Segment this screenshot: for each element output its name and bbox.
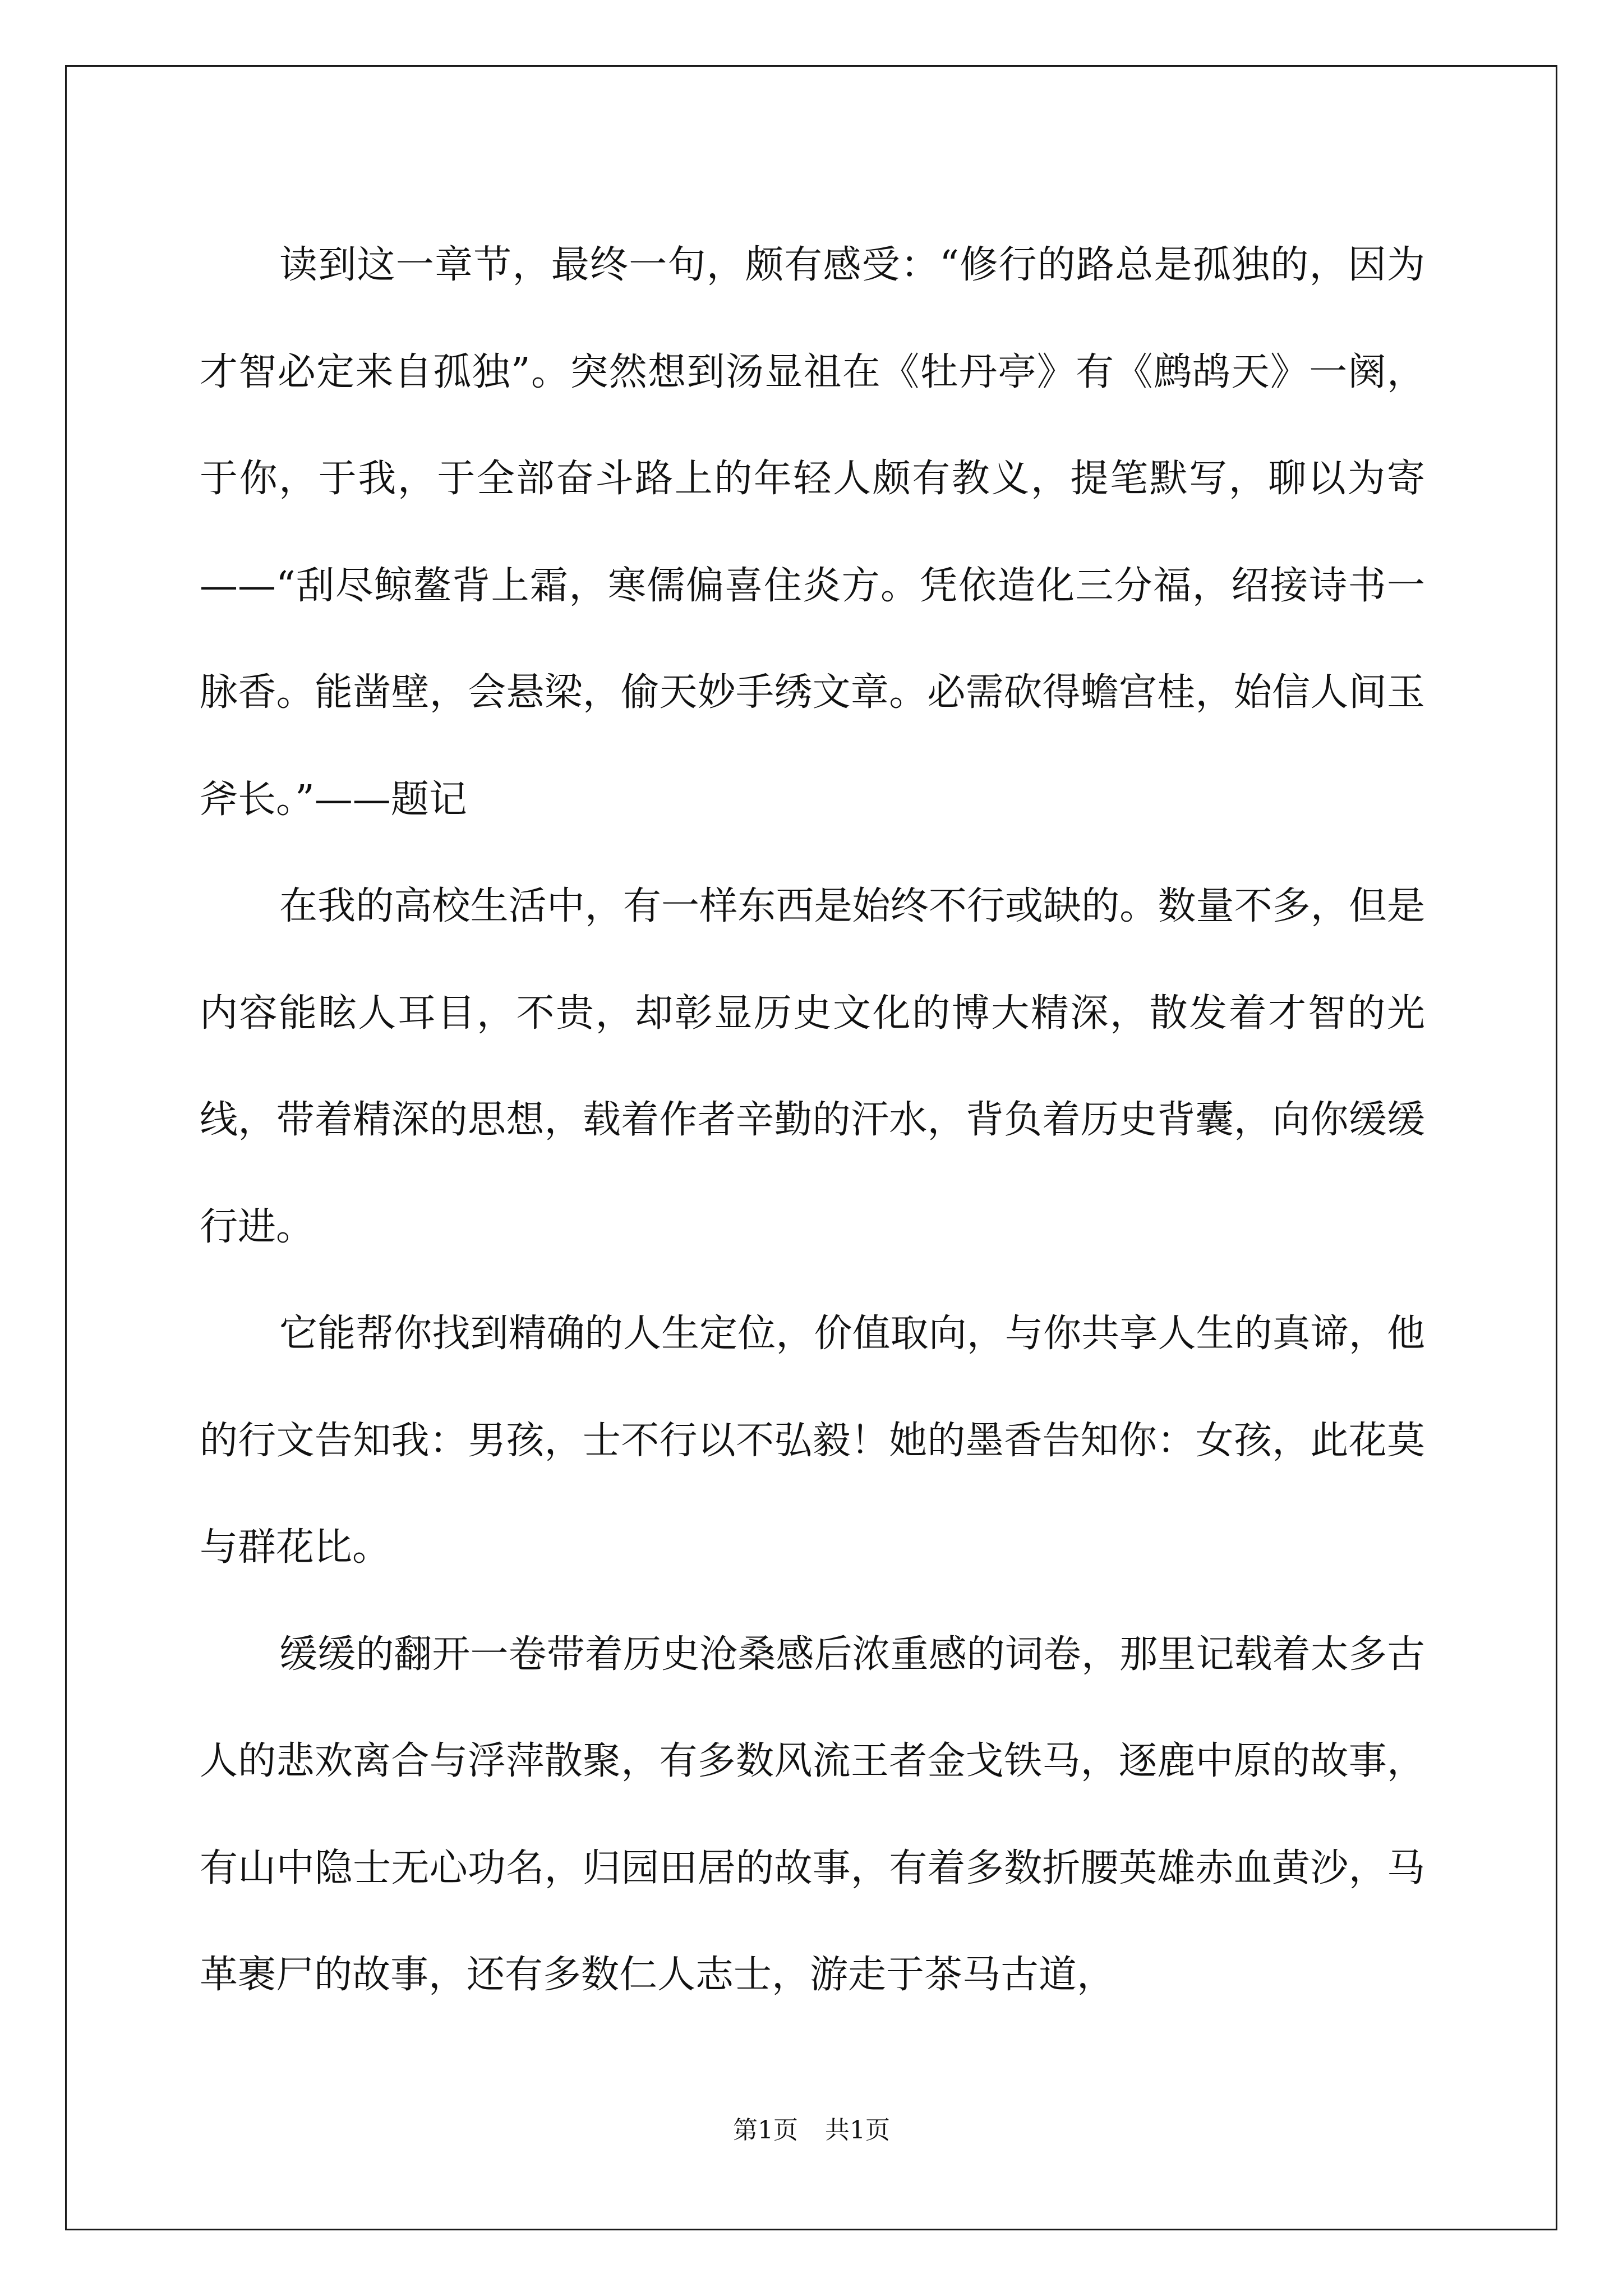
page-number-current: 第1页 (733, 2116, 798, 2145)
paragraph-3: 它能帮你找到精确的人生定位，价值取向，与你共享人生的真谛，他的行文告知我：男孩，士不行以不弘毅！她的墨香告知你：女孩，此花莫与群花比。 (200, 1312, 1425, 1570)
page-number-total: 共1页 (825, 2116, 890, 2145)
page-footer (0, 2114, 1623, 2147)
paragraph-2: 在我的高校生活中，有一样东西是始终不行或缺的。数量不多，但是内容能眩人耳目，不贵，却彰显历史文化的博大精深，散发着才智的光线，带着精深的思想，载着作者辛勤的汗水，背负着历史背囊，向你缓缓行进。 (200, 884, 1425, 1249)
paragraph-4: 缓缓的翻开一卷带着历史沧桑感后浓重感的词卷，那里记载着太多古人的悲欢离合与浮萍散聚，有多数风流王者金戈铁马，逐鹿中原的故事，有山中隐士无心功名，归园田居的故事，有着多数折腰英雄赤血黄沙，马革裹尸的故事，还有多数仁人志士，游走于茶马古道， (200, 1632, 1425, 1997)
document-body (200, 212, 1425, 2029)
paragraph-1: 读到这一章节，最终一句，颇有感受：“修行的路总是孤独的，因为才智必定来自孤独”。突然想到汤显祖在《牡丹亭》有《鹧鸪天》一阕，于你，于我，于全部奋斗路上的年轻人颇有教义，提笔默写，聊以为寄——“刮尽鲸鳌背上霜，寒儒偏喜住炎方。凭依造化三分福，绍接诗书一脉香。能凿壁，会悬梁，偷天妙手绣文章。必需砍得蟾宫桂，始信人间玉斧长。”——题记 (200, 243, 1425, 822)
